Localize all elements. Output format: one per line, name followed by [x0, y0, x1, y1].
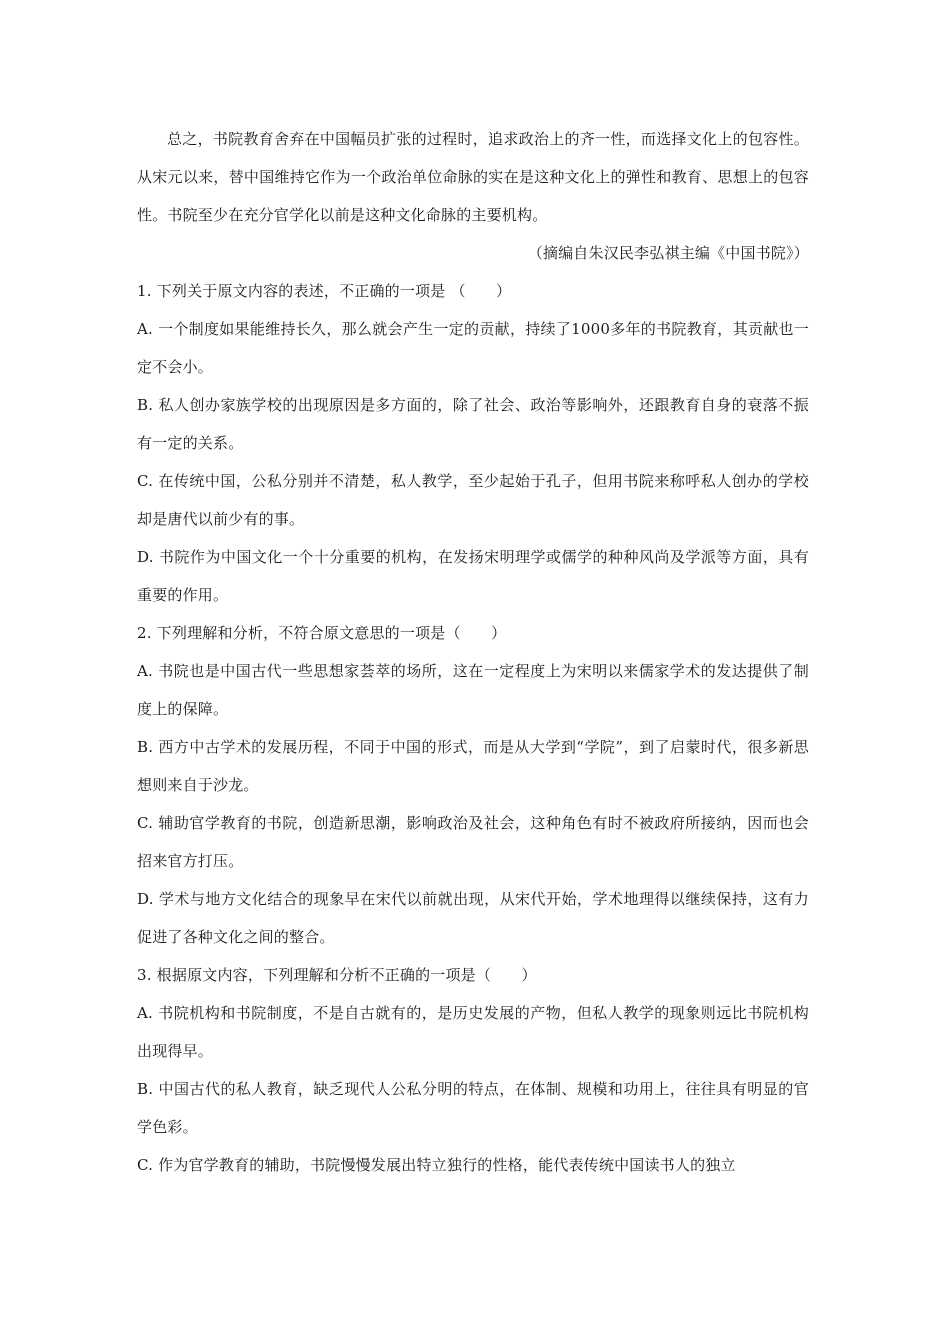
- option-b: B. 西方中古学术的发展历程，不同于中国的形式，而是从大学到“学院”，到了启蒙时代，很多新思想则来自于沙龙。: [137, 738, 809, 794]
- option-c: C. 在传统中国，公私分别并不清楚，私人教学，至少起始于孔子，但用书院来称呼私人创办的学校却是唐代以前少有的事。: [137, 472, 809, 528]
- page-content: [137, 120, 809, 1184]
- option-b: B. 私人创办家族学校的出现原因是多方面的，除了社会、政治等影响外，还跟教育自身的衰落不振有一定的关系。: [137, 396, 809, 452]
- passage-paragraph: 总之，书院教育舍弃在中国幅员扩张的过程时，追求政治上的齐一性，而选择文化上的包容性。从宋元以来，替中国维持它作为一个政治单位命脉的实在是这种文化上的弹性和教育、思想上的包容性。书院至少在充分官学化以前是这种文化命脉的主要机构。: [137, 130, 809, 224]
- option-d: D. 学术与地方文化结合的现象早在宋代以前就出现，从宋代开始，学术地理得以继续保持，这有力促进了各种文化之间的整合。: [137, 890, 809, 946]
- question-stem: 3. 根据原文内容，下列理解和分析不正确的一项是（ ）: [137, 966, 537, 984]
- option-c: C. 作为官学教育的辅助，书院慢慢发展出特立独行的性格，能代表传统中国读书人的独立: [137, 1156, 736, 1174]
- passage-source: （摘编自朱汉民李弘祺主编《中国书院》）: [527, 244, 809, 262]
- question-1: [137, 272, 809, 614]
- question-stem: 1. 下列关于原文内容的表述，不正确的一项是 （ ）: [137, 282, 512, 300]
- option-a: A. 书院机构和书院制度，不是自古就有的，是历史发展的产物，但私人教学的现象则远比书院机构出现得早。: [137, 1004, 809, 1060]
- question-3: [137, 956, 809, 1184]
- option-c: C. 辅助官学教育的书院，创造新思潮，影响政治及社会，这种角色有时不被政府所接纳，因而也会招来官方打压。: [137, 814, 809, 870]
- question-2: [137, 614, 809, 956]
- question-stem: 2. 下列理解和分析，不符合原文意思的一项是（ ）: [137, 624, 507, 642]
- option-b: B. 中国古代的私人教育，缺乏现代人公私分明的特点，在体制、规模和功用上，往往具有明显的官学色彩。: [137, 1080, 809, 1136]
- option-d: D. 书院作为中国文化一个十分重要的机构，在发扬宋明理学或儒学的种种风尚及学派等方面，具有重要的作用。: [137, 548, 809, 604]
- option-a: A. 一个制度如果能维持长久，那么就会产生一定的贡献，持续了1000多年的书院教育，其贡献也一定不会小。: [137, 320, 809, 376]
- option-a: A. 书院也是中国古代一些思想家荟萃的场所，这在一定程度上为宋明以来儒家学术的发达提供了制度上的保障。: [137, 662, 809, 718]
